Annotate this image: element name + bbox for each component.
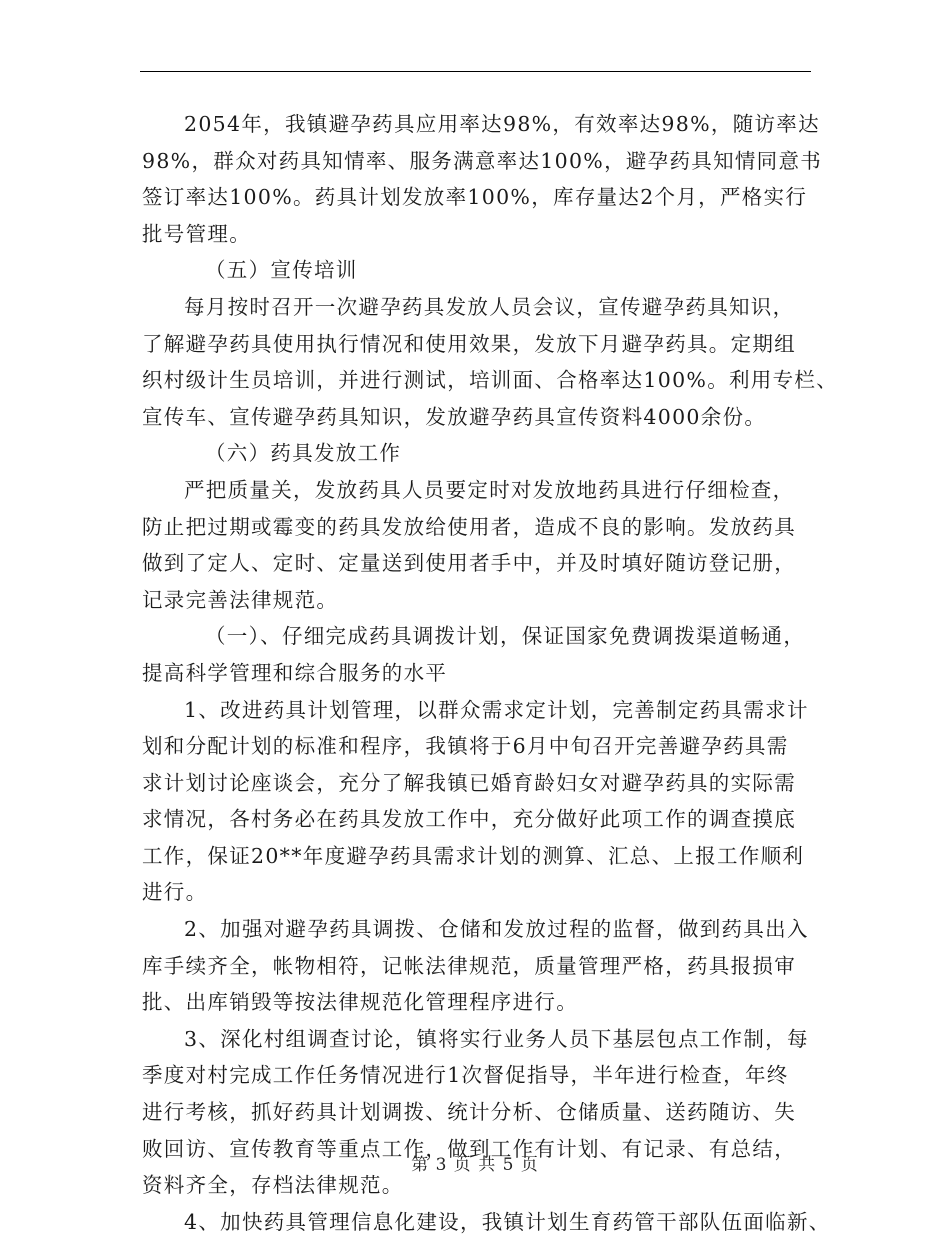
body-line: 3、深化村组调查讨论，镇将实行业务人员下基层包点工作制，每: [184, 1026, 809, 1051]
section-heading: （五）宣传培训: [205, 258, 358, 283]
body-line: 库手续齐全，帐物相符，记帐法律规范，质量管理严格，药具报损审: [142, 953, 796, 978]
section-heading: （一）、仔细完成药具调拨计划，保证国家免费调拨渠道畅通，: [205, 624, 806, 649]
body-line: 签订率达100%。药具计划发放率100%，库存量达2个月，严格实行: [142, 185, 808, 210]
body-line: 1、改进药具计划管理，以群众需求定计划，完善制定药具需求计: [184, 697, 809, 722]
section-heading-continued: 提高科学管理和综合服务的水平: [142, 660, 448, 685]
body-line: 进行。: [142, 880, 208, 905]
document-body: [142, 106, 839, 1240]
body-line: 严把质量关，发放药具人员要定时对发放地药具进行仔细检查，: [184, 477, 795, 502]
body-line: 工作，保证20**年度避孕药具需求计划的测算、汇总、上报工作顺利: [142, 843, 805, 868]
body-line: 做到了定人、定时、定量送到使用者手中，并及时填好随访登记册，: [142, 551, 796, 576]
body-line: 败回访、宣传教育等重点工作，做到工作有计划、有记录、有总结，: [142, 1136, 796, 1161]
body-line: 4、加快药具管理信息化建设，我镇计划生育药管干部队伍面临新、: [184, 1209, 831, 1234]
body-line: 资料齐全，存档法律规范。: [142, 1173, 404, 1198]
body-line: 划和分配计划的标准和程序，我镇将于6月中旬召开完善避孕药具需: [142, 734, 789, 759]
body-line: 批号管理。: [142, 221, 251, 246]
body-line: 季度对村完成工作任务情况进行1次督促指导，半年进行检查，年终: [142, 1063, 789, 1088]
body-line: 98%，群众对药具知情率、服务满意率达100%，避孕药具知情同意书: [142, 148, 823, 173]
body-line: 求情况，各村务必在药具发放工作中，充分做好此项工作的调查摸底: [142, 807, 796, 832]
body-line: 2054年，我镇避孕药具应用率达98%，有效率达98%，随访率达: [184, 112, 820, 136]
body-line: 批、出库销毁等按法律规范化管理程序进行。: [142, 990, 578, 1015]
body-line: 了解避孕药具使用执行情况和使用效果，发放下月避孕药具。定期组: [142, 331, 796, 356]
body-line: 宣传车、宣传避孕药具知识，发放避孕药具宣传资料4000余份。: [142, 404, 767, 429]
body-line: 进行考核，抓好药具计划调拨、统计分析、仓储质量、送药随访、失: [142, 1100, 796, 1125]
body-line: 织村级计生员培训，并进行测试，培训面、合格率达100%。利用专栏、: [142, 368, 839, 393]
section-heading: （六）药具发放工作: [205, 441, 402, 466]
body-line: 求计划讨论座谈会，充分了解我镇已婚育龄妇女对避孕药具的实际需: [142, 770, 796, 795]
body-line: 每月按时召开一次避孕药具发放人员会议，宣传避孕药具知识，: [184, 294, 795, 319]
header-rule: [140, 71, 811, 72]
body-line: 防止把过期或霉变的药具发放给使用者，造成不良的影响。发放药具: [142, 514, 796, 539]
body-line: 2、加强对避孕药具调拨、仓储和发放过程的监督，做到药具出入: [184, 917, 809, 942]
page-number: 第 3 页 共 5 页: [411, 1155, 539, 1175]
body-line: 记录完善法律规范。: [142, 587, 339, 612]
